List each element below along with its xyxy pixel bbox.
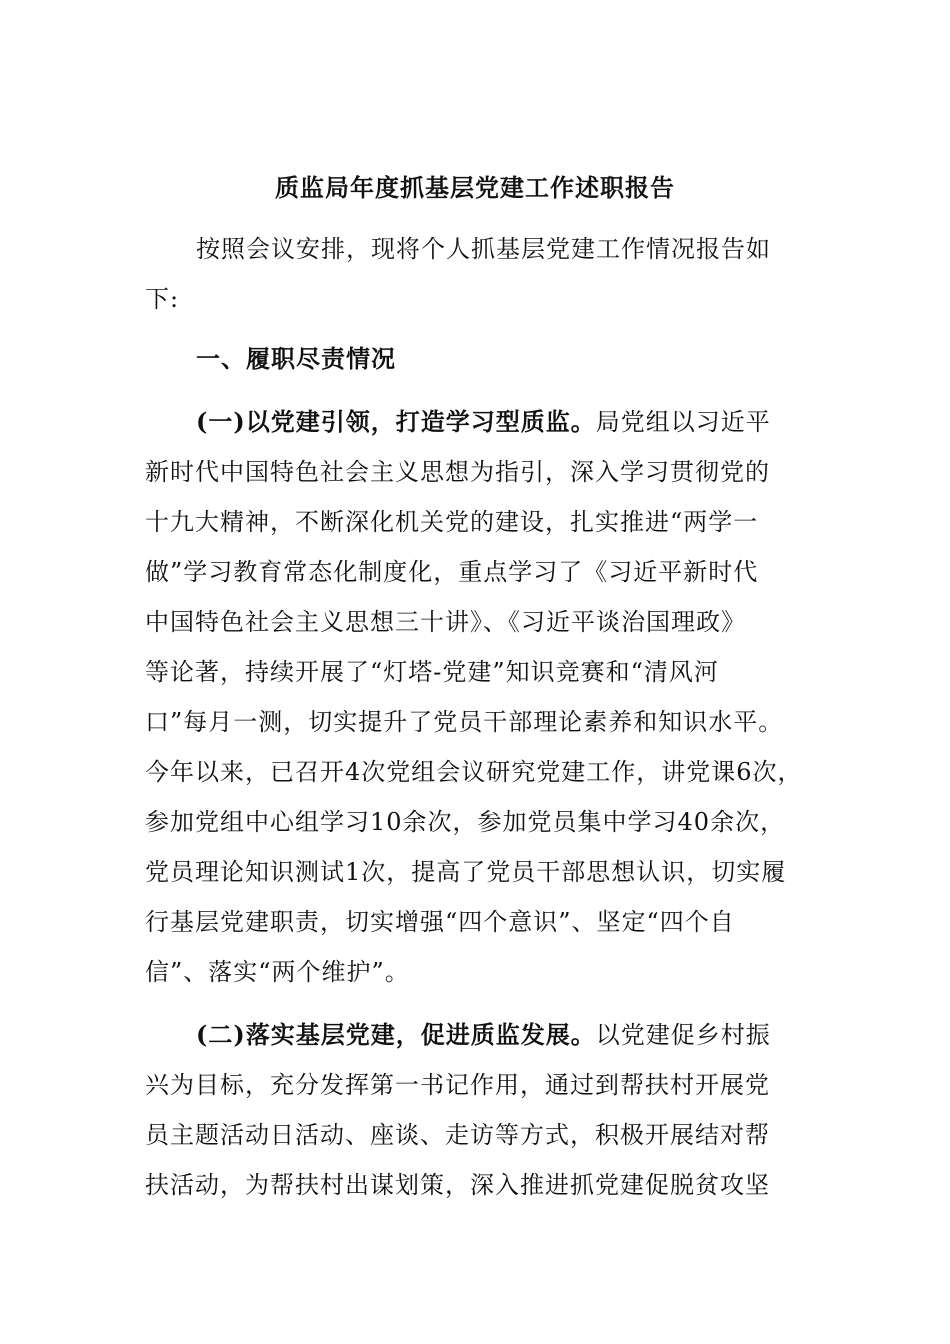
para1-line-7: 口”每月一测，切实提升了党员干部理论素养和知识水平。	[145, 708, 784, 736]
para1-line-1	[196, 404, 771, 440]
para1-line-12: 信”、落实“两个维护”。	[145, 958, 410, 986]
intro-line-2: 下:	[145, 285, 180, 313]
para1-line-4: 做”学习教育常态化制度化，重点学习了《习近平新时代	[145, 558, 759, 586]
para1-line-2: 新时代中国特色社会主义思想为指引，深入学习贯彻党的	[145, 458, 770, 486]
para1-lead-rest: 局党组以习近平	[595, 408, 771, 436]
para1-line-8: 今年以来，已召开4次党组会议研究党建工作，讲党课6次，	[145, 758, 803, 786]
para1-line-10: 党员理论知识测试1次，提高了党员干部思想认识，切实履	[145, 858, 787, 886]
para2-line-3: 员主题活动日活动、座谈、走访等方式，积极开展结对帮	[145, 1121, 770, 1149]
para2-line-1	[196, 1017, 771, 1053]
para1-line-11: 行基层党建职责，切实增强“四个意识”、坚定“四个自	[145, 908, 735, 936]
para1-line-6: 等论著，持续开展了“灯塔-党建”知识竞赛和“清风河	[145, 658, 719, 686]
para2-line-4: 扶活动，为帮扶村出谋划策，深入推进抓党建促脱贫攻坚	[145, 1171, 770, 1199]
para2-lead-rest: 以党建促乡村振	[595, 1021, 771, 1049]
document-title: 质监局年度抓基层党建工作述职报告	[275, 173, 675, 202]
para1-lead: (一)以党建引领，打造学习型质监。	[196, 407, 596, 436]
para1-line-9: 参加党组中心组学习10余次，参加党员集中学习40余次，	[145, 808, 786, 836]
intro-line-1: 按照会议安排，现将个人抓基层党建工作情况报告如	[196, 235, 771, 263]
section-heading-1: 一、履职尽责情况	[196, 344, 396, 373]
para2-line-2: 兴为目标，充分发挥第一书记作用，通过到帮扶村开展党	[145, 1071, 770, 1099]
para2-lead: (二)落实基层党建，促进质监发展。	[196, 1020, 596, 1049]
para1-line-5: 中国特色社会主义思想三十讲》、《习近平谈治国理政》	[145, 608, 746, 636]
para1-line-3: 十九大精神，不断深化机关党的建设，扎实推进“两学一	[145, 508, 759, 536]
